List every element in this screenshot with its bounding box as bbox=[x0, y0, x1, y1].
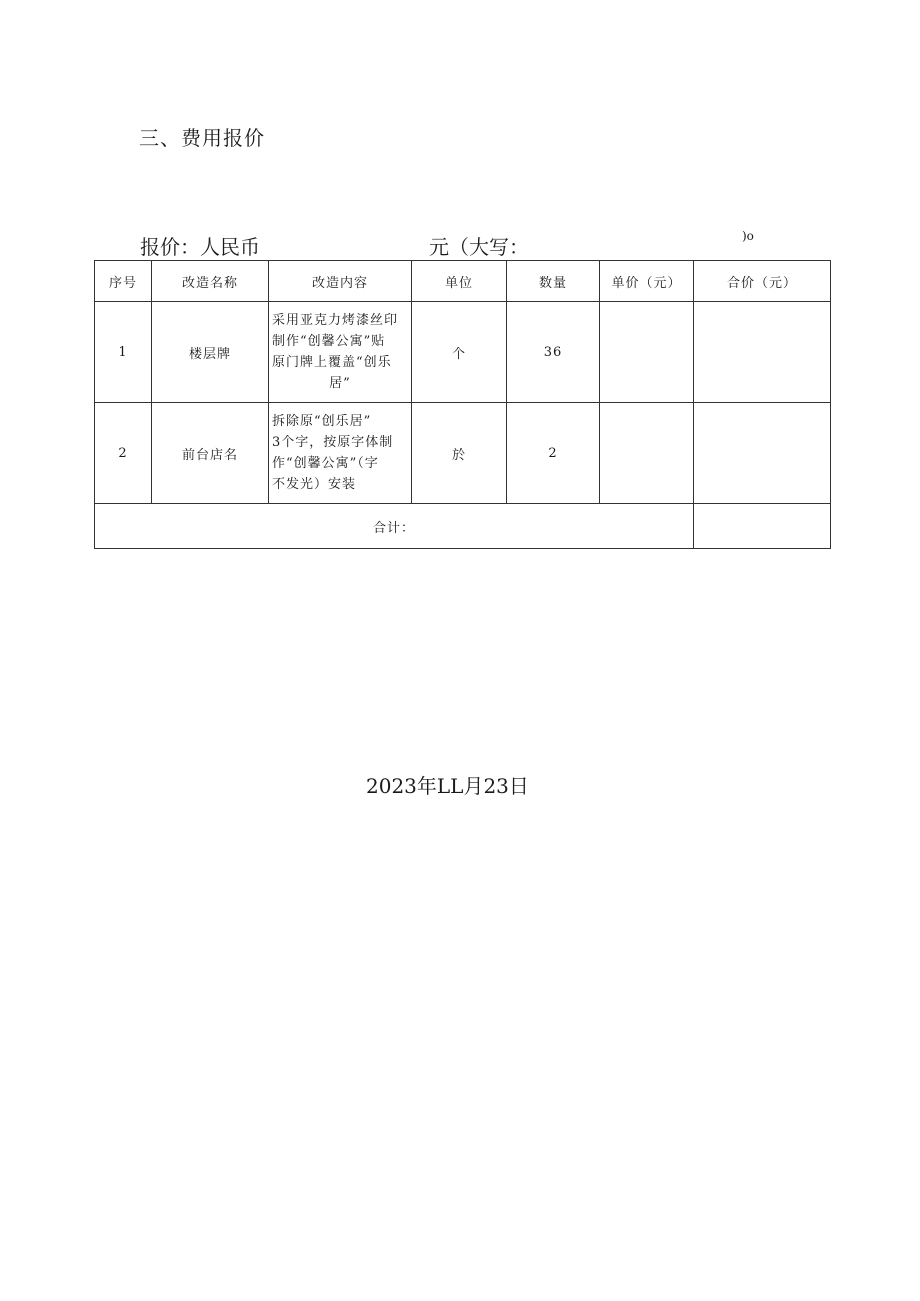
price-quote-table bbox=[94, 260, 831, 549]
header-cell-unit: 单位 bbox=[412, 261, 507, 302]
row-content bbox=[269, 403, 412, 504]
row-no: 2 bbox=[95, 403, 152, 504]
row-unit-price bbox=[600, 302, 694, 403]
row-unit-price bbox=[600, 403, 694, 504]
row-qty: 2 bbox=[507, 403, 600, 504]
header-cell-content: 改造内容 bbox=[269, 261, 412, 302]
section-title: 三、费用报价 bbox=[139, 126, 265, 150]
row-content bbox=[269, 302, 412, 403]
table-total-row bbox=[95, 504, 831, 549]
quote-label: 报价：人民币 bbox=[140, 235, 260, 259]
table-row bbox=[95, 403, 831, 504]
header-cell-unit-price: 单价（元） bbox=[600, 261, 694, 302]
total-label: 合计： bbox=[95, 504, 694, 549]
header-cell-name: 改造名称 bbox=[152, 261, 269, 302]
row-total bbox=[694, 403, 831, 504]
header-cell-total: 合价（元） bbox=[694, 261, 831, 302]
header-cell-qty: 数量 bbox=[507, 261, 600, 302]
content-line: 采用亚克力烤漆丝印 bbox=[272, 313, 399, 328]
content-line: 作“创馨公寓”（字 bbox=[272, 456, 379, 471]
row-name: 前台店名 bbox=[152, 403, 269, 504]
row-unit: 於 bbox=[412, 403, 507, 504]
table-row bbox=[95, 302, 831, 403]
content-line: 居” bbox=[329, 376, 351, 391]
row-no: 1 bbox=[95, 302, 152, 403]
content-line: 拆除原“创乐居” bbox=[272, 414, 372, 429]
content-line: 原门牌上覆盖“创乐 bbox=[272, 355, 392, 370]
quote-currency-uppercase-label: 元（大写： bbox=[429, 235, 529, 259]
content-line: 不发光）安装 bbox=[272, 477, 357, 492]
document-date: 2023年LL月23日 bbox=[366, 774, 529, 798]
row-name: 楼层牌 bbox=[152, 302, 269, 403]
table-header-row bbox=[95, 261, 831, 302]
content-line: 制作“创馨公寓”贴 bbox=[272, 334, 386, 349]
row-qty: 36 bbox=[507, 302, 600, 403]
row-total bbox=[694, 302, 831, 403]
quote-closing-mark: )o bbox=[742, 229, 754, 243]
total-value bbox=[694, 504, 831, 549]
content-line: 3个字，按原字体制 bbox=[272, 435, 394, 450]
row-unit: 个 bbox=[412, 302, 507, 403]
header-cell-no: 序号 bbox=[95, 261, 152, 302]
